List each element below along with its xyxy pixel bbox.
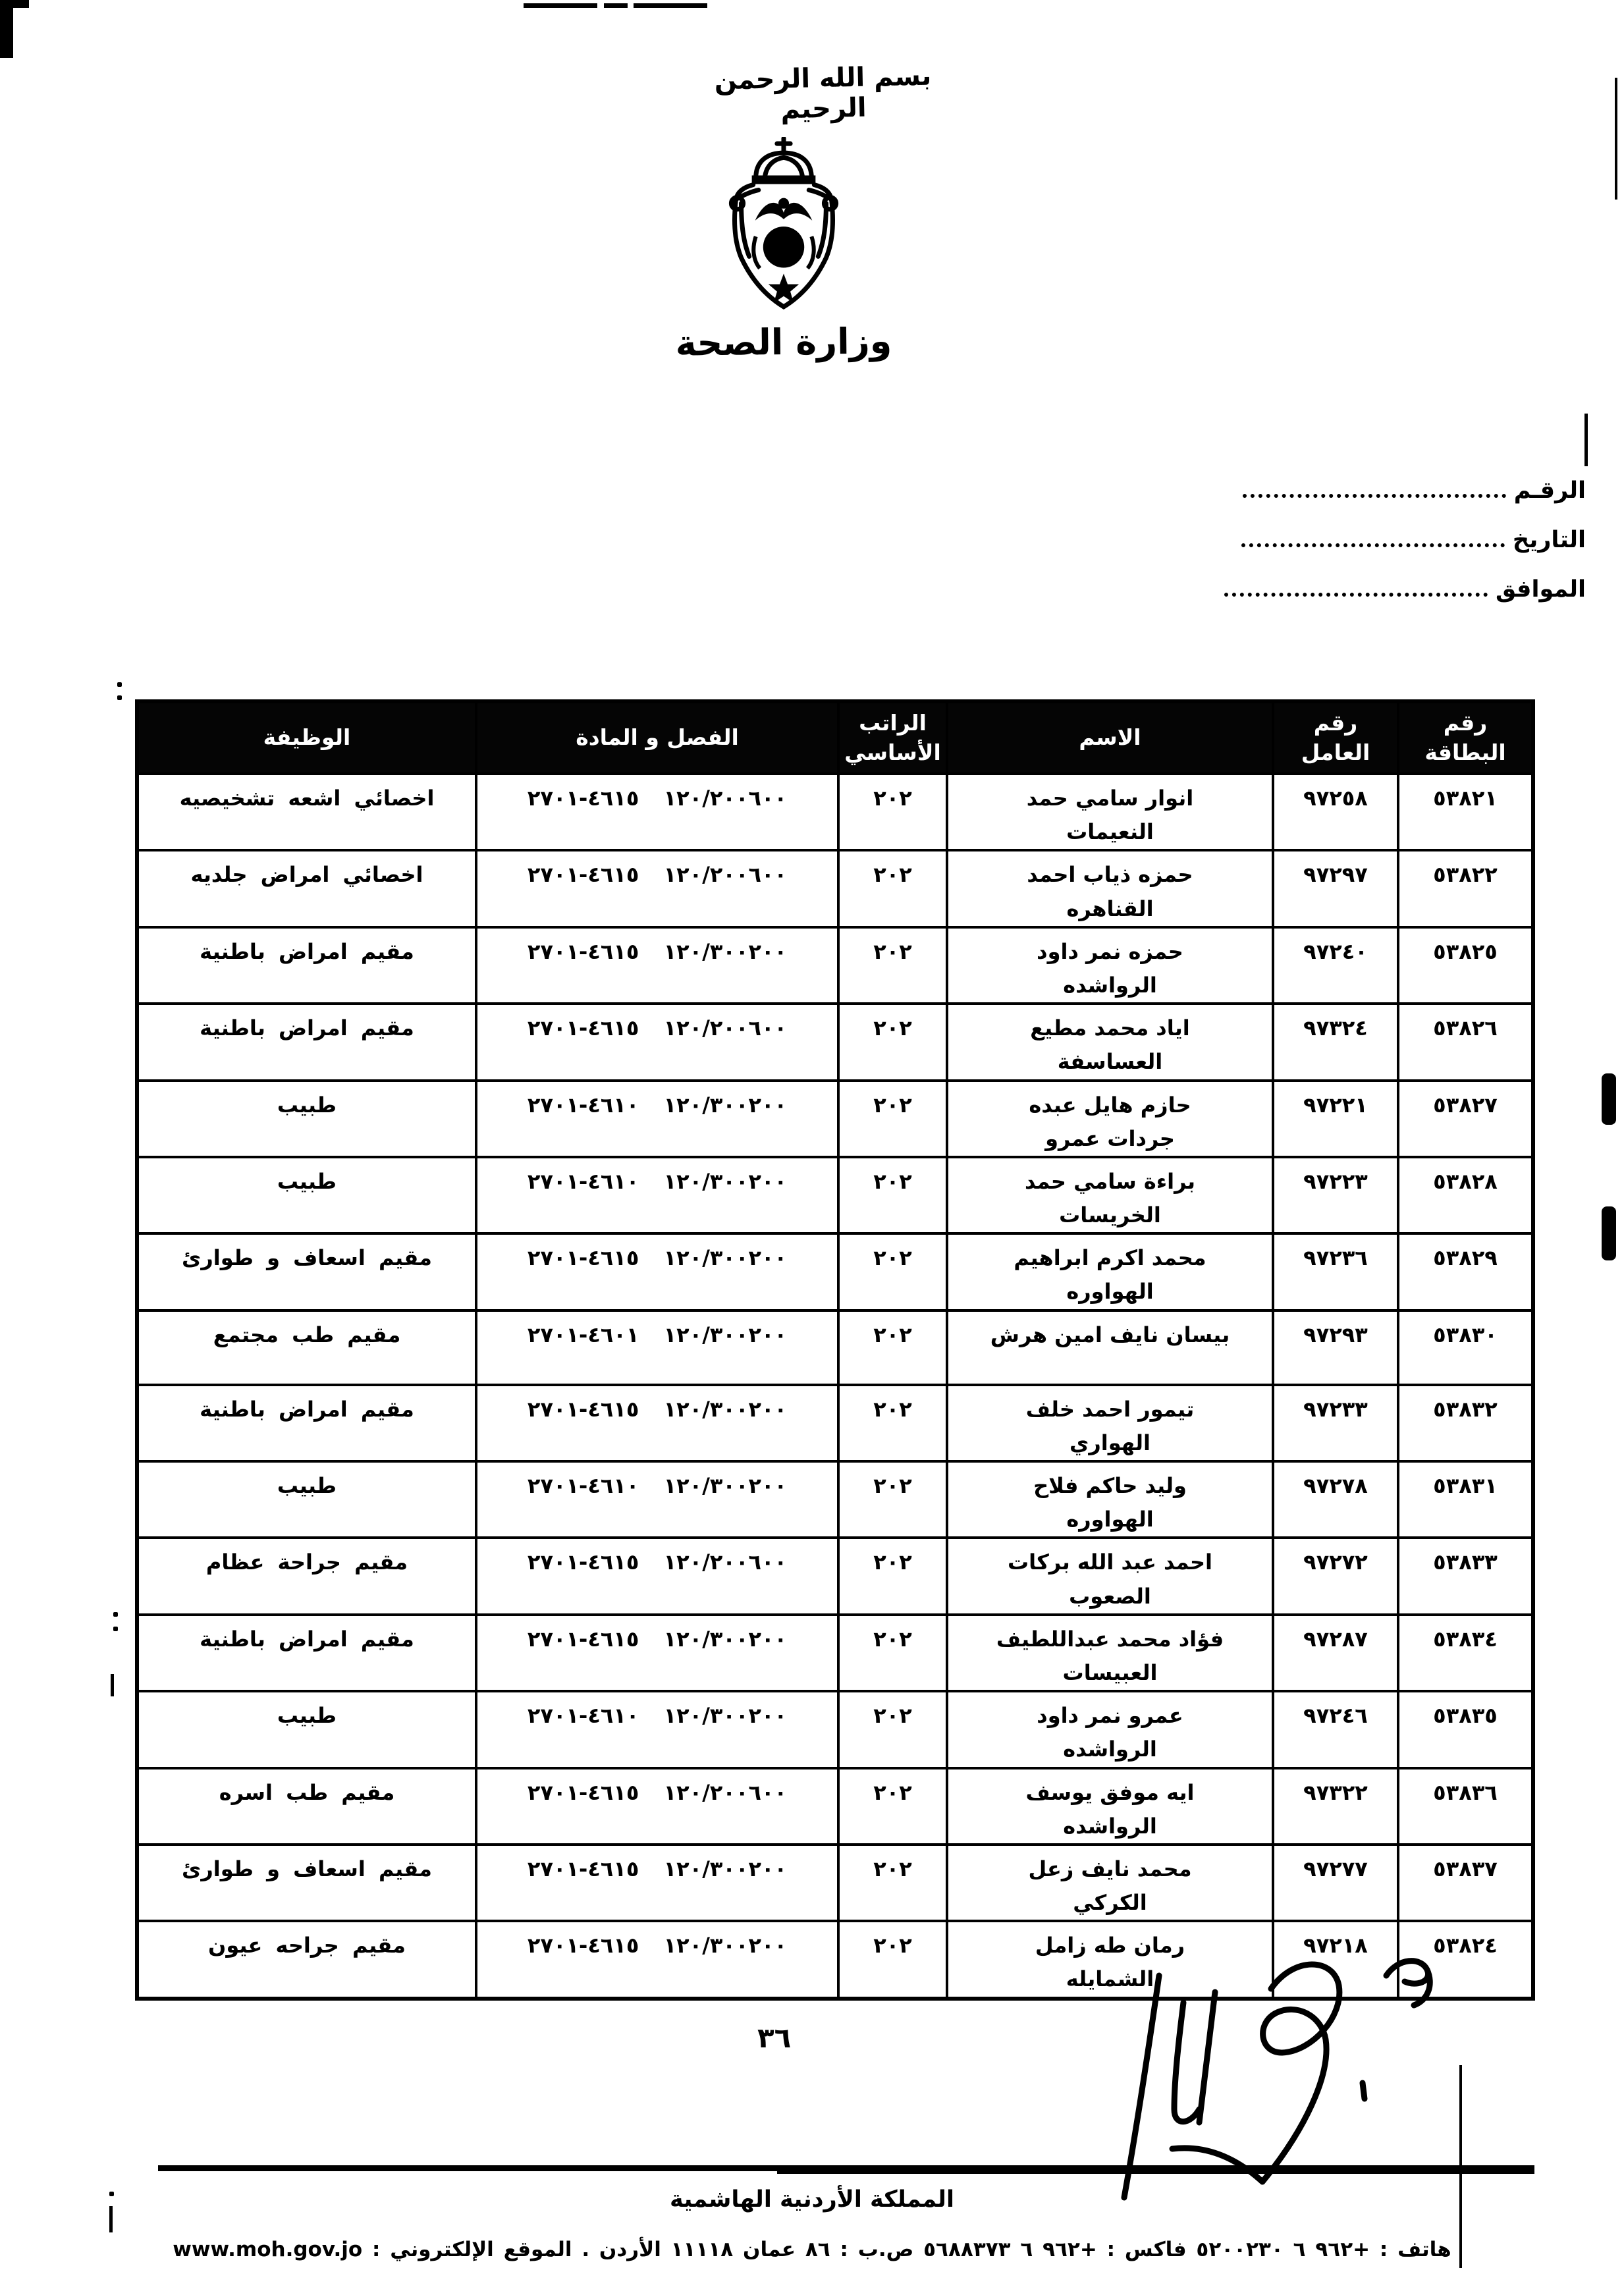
chapter-article-cell: ١٢٠/٣٠٠٢٠٠ ٤٦١٥-٢٧٠١ [476,1615,838,1691]
card-number-cell: ٥٣٨٣٠ [1398,1310,1533,1385]
card-number-cell: ٥٣٨٢٩ [1398,1233,1533,1310]
scan-artifact [113,1612,118,1617]
chapter-article-cell: ١٢٠/٣٠٠٢٠٠ ٤٦١٥-٢٧٠١ [476,927,838,1004]
base-salary-cell: ٢٠٢ [838,1157,947,1233]
scan-artifact [604,3,628,8]
job-title-cell: طبيب [137,1081,476,1157]
job-title-cell: مقيم امراض باطنية [137,1615,476,1691]
worker-number-cell: ٩٧٢٤٠ [1273,927,1398,1004]
worker-number-cell: ٩٧٢٤٦ [1273,1691,1398,1768]
footer-rule-overlap [777,2171,1534,2174]
field-date-label: التاريخ [1512,527,1586,553]
card-number-cell: ٥٣٨٢٢ [1398,850,1533,927]
job-title-cell: مقيم اسعاف و طوارئ [137,1233,476,1310]
table-row [137,774,1533,850]
card-number-cell: ٥٣٨٢٧ [1398,1081,1533,1157]
table-row [137,1233,1533,1310]
worker-number-cell: ٩٧٢٣٣ [1273,1385,1398,1461]
scan-artifact [1615,78,1617,200]
kingdom-title: المملكة الأردنية الهاشمية [670,2186,954,2213]
scan-artifact [1602,1073,1616,1125]
scan-artifact [117,682,122,687]
table-row [137,1768,1533,1845]
employee-name-cell: براءة سامي حمد الخريسات [947,1157,1273,1233]
employee-name-cell: محمد اكرم ابراهيم الهواوره [947,1233,1273,1310]
scan-artifact [113,1627,118,1631]
job-title-cell: مقيم امراض باطنية [137,927,476,1004]
chapter-article-cell: ١٢٠/٣٠٠٢٠٠ ٤٦١٠-٢٧٠١ [476,1157,838,1233]
card-number-cell: ٥٣٨٣٦ [1398,1768,1533,1845]
table-row [137,1004,1533,1080]
worker-number-cell: ٩٧٣٢٢ [1273,1768,1398,1845]
table-row [137,1081,1533,1157]
base-salary-cell: ٢٠٢ [838,1615,947,1691]
chapter-article-cell: ١٢٠/٣٠٠٢٠٠ ٤٦١٥-٢٧٠١ [476,1845,838,1921]
job-title-cell: مقيم جراحة عظام [137,1538,476,1614]
worker-number-cell: ٩٧٢٨٧ [1273,1615,1398,1691]
employee-name-cell: حمزه نمر داود الرواشده [947,927,1273,1004]
staff-table [135,699,1535,2001]
card-number-cell: ٥٣٨٢١ [1398,774,1533,850]
card-number-cell: ٥٣٨٢٦ [1398,1004,1533,1080]
worker-number-cell: ٩٧٢٥٨ [1273,774,1398,850]
employee-name-cell: ايه موفق يوسف الرواشده [947,1768,1273,1845]
table-row [137,1461,1533,1538]
scan-artifact [0,0,29,8]
base-salary-cell: ٢٠٢ [838,1004,947,1080]
field-agreed-dotted-line [1224,591,1488,597]
job-title-cell: مقيم طب اسره [137,1768,476,1845]
header-base-salary: الراتب الأساسي [838,701,947,774]
scan-artifact [0,0,13,58]
base-salary-cell: ٢٠٢ [838,1768,947,1845]
base-salary-cell: ٢٠٢ [838,774,947,850]
jordan-royal-emblem-icon [717,137,851,316]
job-title-cell: طبيب [137,1157,476,1233]
employee-name-cell: رمان طه زامل الشمايله [947,1921,1273,1998]
card-number-cell: ٥٣٨٣٢ [1398,1385,1533,1461]
employee-name-cell: حازم هايل عبده جردات عمرو [947,1081,1273,1157]
worker-number-cell: ٩٧٢٢٣ [1273,1157,1398,1233]
employee-name-cell: بيسان نايف امين هرش [947,1310,1273,1385]
job-title-cell: مقيم طب مجتمع [137,1310,476,1385]
card-number-cell: ٥٣٨٣٤ [1398,1615,1533,1691]
table-row [137,1385,1533,1461]
bismillah-calligraphy: بسم الله الرحمن الرحيم [714,61,932,125]
scan-artifact [111,1674,114,1696]
chapter-article-cell: ١٢٠/٣٠٠٢٠٠ ٤٦١٥-٢٧٠١ [476,1233,838,1310]
employee-name-cell: فؤاد محمد عبداللطيف العبيسات [947,1615,1273,1691]
job-title-cell: مقيم اسعاف و طوارئ [137,1845,476,1921]
field-date [1239,529,1586,552]
chapter-article-cell: ١٢٠/٣٠٠٢٠٠ ٤٦١٠-٢٧٠١ [476,1461,838,1538]
scan-artifact [524,3,597,8]
scan-artifact [1602,1206,1616,1260]
ministry-of-health-calligraphy: وزارة الصحة [675,320,892,364]
handwritten-signature [1017,1939,1452,2216]
base-salary-cell: ٢٠٢ [838,1538,947,1614]
table-header-row [137,701,1533,774]
field-number-dotted-line [1243,493,1506,498]
job-title-cell: اخصائي اشعه تشخيصيه [137,774,476,850]
scan-artifact [117,695,122,700]
card-number-cell: ٥٣٨٣٧ [1398,1845,1533,1921]
worker-number-cell: ٩٧٢٢١ [1273,1081,1398,1157]
table-row [137,1538,1533,1614]
job-title-cell: اخصائي امراض جلديه [137,850,476,927]
chapter-article-cell: ١٢٠/٣٠٠٢٠٠ ٤٦١٥-٢٧٠١ [476,1385,838,1461]
worker-number-cell: ٩٧٢٣٦ [1273,1233,1398,1310]
employee-name-cell: احمد عبد الله بركات الصعوب [947,1538,1273,1614]
table-row [137,927,1533,1004]
employee-name-cell: تيمور احمد خلف الهواري [947,1385,1273,1461]
base-salary-cell: ٢٠٢ [838,1691,947,1768]
employee-name-cell: انوار سامي حمد النعيمات [947,774,1273,850]
base-salary-cell: ٢٠٢ [838,927,947,1004]
chapter-article-cell: ١٢٠/٣٠٠٢٠٠ ٤٦١٠-٢٧٠١ [476,1081,838,1157]
chapter-article-cell: ١٢٠/٢٠٠٦٠٠ ٤٦١٥-٢٧٠١ [476,774,838,850]
employee-name-cell: محمد نايف زعل الكركي [947,1845,1273,1921]
card-number-cell: ٥٣٨٢٥ [1398,927,1533,1004]
worker-number-cell: ٩٧٢٧٢ [1273,1538,1398,1614]
base-salary-cell: ٢٠٢ [838,1845,947,1921]
chapter-article-cell: ١٢٠/٢٠٠٦٠٠ ٤٦١٥-٢٧٠١ [476,1768,838,1845]
page-number: ٣٦ [757,2022,792,2054]
card-number-cell: ٥٣٨٣١ [1398,1461,1533,1538]
table-row [137,1157,1533,1233]
card-number-cell: ٥٣٨٢٨ [1398,1157,1533,1233]
chapter-article-cell: ١٢٠/٣٠٠٢٠٠ ٤٦١٥-٢٧٠١ [476,1921,838,1998]
job-title-cell: مقيم امراض باطنية [137,1004,476,1080]
base-salary-cell: ٢٠٢ [838,1921,947,1998]
chapter-article-cell: ١٢٠/٣٠٠٢٠٠ ٤٦٠١-٢٧٠١ [476,1310,838,1385]
chapter-article-cell: ١٢٠/٢٠٠٦٠٠ ٤٦١٥-٢٧٠١ [476,1004,838,1080]
chapter-article-cell: ١٢٠/٣٠٠٢٠٠ ٤٦١٠-٢٧٠١ [476,1691,838,1768]
employee-name-cell: حمزه ذياب احمد القناهره [947,850,1273,927]
employee-name-cell: عمرو نمر داود الرواشده [947,1691,1273,1768]
scan-artifact [634,3,707,8]
card-number-cell: ٥٣٨٣٣ [1398,1538,1533,1614]
footer-rule [158,2165,1534,2171]
base-salary-cell: ٢٠٢ [838,1081,947,1157]
base-salary-cell: ٢٠٢ [838,1461,947,1538]
header-job-title: الوظيفة [137,701,476,774]
table-row [137,1691,1533,1768]
worker-number-cell: ٩٧٢٧٨ [1273,1461,1398,1538]
field-number-label: الرقـم [1513,477,1586,504]
table-row [137,1310,1533,1385]
header-card-number: رقم البطاقة [1398,701,1533,774]
worker-number-cell: ٩٧٢٧٧ [1273,1845,1398,1921]
card-number-cell: ٥٣٨٢٤ [1398,1921,1533,1998]
scan-artifact [1584,414,1588,466]
base-salary-cell: ٢٠٢ [838,1385,947,1461]
base-salary-cell: ٢٠٢ [838,1233,947,1310]
employee-name-cell: اياد محمد مطيع العساسفة [947,1004,1273,1080]
job-title-cell: طبيب [137,1461,476,1538]
chapter-article-cell: ١٢٠/٢٠٠٦٠٠ ٤٦١٥-٢٧٠١ [476,850,838,927]
worker-number-cell: ٩٧٢٩٧ [1273,850,1398,927]
header-worker-number: رقم العامل [1273,701,1398,774]
job-title-cell: طبيب [137,1691,476,1768]
base-salary-cell: ٢٠٢ [838,850,947,927]
job-title-cell: مقيم امراض باطنية [137,1385,476,1461]
table-row [137,1615,1533,1691]
footer-contact-info: هاتف : +٩٦٢ ٦ ٥٢٠٠٢٣٠ فاكس : +٩٦٢ ٦ ٥٦٨٨٣٧٣ ص.ب : ٨٦ عمان ١١١١٨ الأردن . الموقع الإلكتروني : www.moh.gov.jo [173,2238,1451,2261]
field-agreed-label: الموافق [1495,576,1586,603]
field-number [1240,479,1586,502]
worker-number-cell: ٩٧٢٩٣ [1273,1310,1398,1385]
staff-table-body [137,774,1533,1999]
employee-name-cell: وليد حاكم فلاح الهواوره [947,1461,1273,1538]
header-name: الاسم [947,701,1273,774]
chapter-article-cell: ١٢٠/٢٠٠٦٠٠ ٤٦١٥-٢٧٠١ [476,1538,838,1614]
base-salary-cell: ٢٠٢ [838,1310,947,1385]
worker-number-cell: ٩٧٢١٨ [1273,1921,1398,1998]
field-date-dotted-line [1241,542,1505,547]
worker-number-cell: ٩٧٣٢٤ [1273,1004,1398,1080]
field-agreed [1222,578,1586,601]
table-row [137,850,1533,927]
table-row [137,1845,1533,1921]
header-chapter-article: الفصل و المادة [476,701,838,774]
job-title-cell: مقيم جراحه عيون [137,1921,476,1998]
card-number-cell: ٥٣٨٣٥ [1398,1691,1533,1768]
